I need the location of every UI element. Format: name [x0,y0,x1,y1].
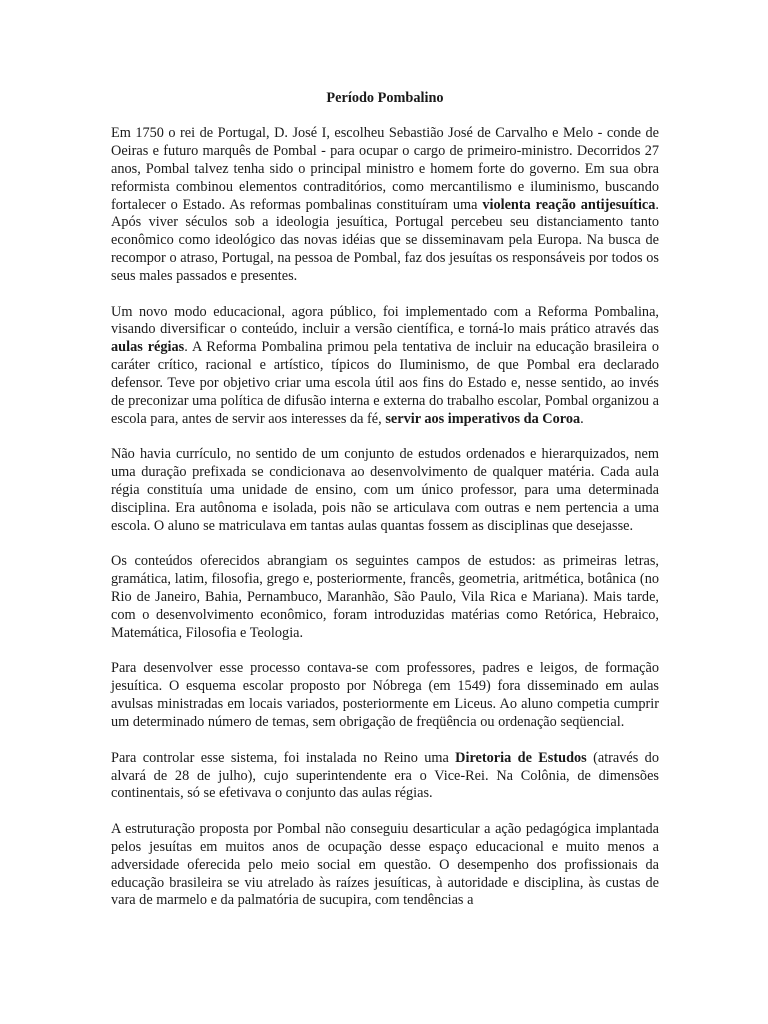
document-page [111,90,659,928]
bold-phrase: aulas régias [111,339,185,356]
paragraph-6 [111,750,659,804]
paragraph-text: . A Reforma Pombalina primou pela tentativa de incluir na educação brasileira o caráter crítico, racional e artístico, típicos do Iluminismo, de que Pombal era declarado defensor. Teve por objetivo criar uma escola útil aos fins do Estado e, nesse sentido, ao invés de preconizar uma política de difusão interna e externa do trabalho escolar, Pombal organizou a escola para, antes de servir aos interesses da fé, [111,339,659,427]
paragraph-text: Não havia currículo, no sentido de um conjunto de estudos ordenados e hierarquizados, nem uma duração prefixada se condicionava ao desenvolvimento de qualquer matéria. Cada aula régia constituía uma unidade de ensino, com um único professor, para uma determinada disciplina. Era autônoma e isolada, pois não se articulava com outras e nem pertencia a uma escola. O aluno se matriculava em tantas aulas quantas fossem as disciplinas que desejasse. [111,446,659,535]
paragraph-5 [111,660,659,732]
paragraph-text: Em 1750 o rei de Portugal, D. José I, escolheu Sebastião José de Carvalho e Melo - conde de Oeiras e futuro marquês de Pombal - para ocupar o cargo de primeiro-ministro. Decorridos 27 anos, Pombal talvez tenha sido o principal ministro e homem forte do governo. Em sua obra reformista combinou elementos contraditórios, como mercantilismo e iluminismo, buscando fortalecer o Estado. As reformas pombalinas constituíram uma [111,124,659,213]
paragraph-4 [111,553,659,643]
bold-phrase: violenta reação antijesuítica [482,196,656,213]
paragraph-text: (através do alvará de 28 de julho), cujo superintendente era o Vice-Rei. Na Colônia, de dimensões continentais, só se efetivava o conjunto das aulas régias. [111,749,659,802]
paragraph-3 [111,446,659,536]
paragraph-text: Para desenvolver esse processo contava-se com professores, padres e leigos, de formação jesuítica. O esquema escolar proposto por Nóbrega (em 1549) fora disseminado em aulas avulsas ministradas em locais variados, posteriormente em Liceus. Ao aluno competia cumprir um determinado número de temas, sem obrigação de freqüência ou ordenação seqüencial. [111,660,659,731]
document-title: Período Pombalino [326,90,444,106]
paragraph-text: . Após viver séculos sob a ideologia jesuítica, Portugal percebeu seu distanciamento tanto econômico como ideológico das novas idéias que se disseminavam pela Europa. Na busca de recompor o atraso, Portugal, na pessoa de Pombal, faz dos jesuítas os responsáveis por todos os seus males passados e presentes. [111,196,659,285]
paragraph-7 [111,821,659,911]
paragraph-text: A estruturação proposta por Pombal não conseguiu desarticular a ação pedagógica implantada pelos jesuítas em muitos anos de ocupação desse espaço educacional e muito menos a adversidade oferecida pelo meio social em questão. O desempenho dos profissionais da educação brasileira se viu atrelado às raízes jesuíticas, à autoridade e disciplina, às custas de vara de marmelo e da palmatória de sucupira, com tendências a [111,820,659,909]
paragraph-text: Para controlar esse sistema, foi instalada no Reino uma [111,749,456,766]
paragraph-2 [111,304,659,429]
bold-phrase: Diretoria de Estudos [455,749,587,766]
paragraph-text: . [580,411,584,427]
paragraph-1 [111,125,659,286]
paragraph-text: Um novo modo educacional, agora público, foi implementado com a Reforma Pombalina, visando diversificar o conteúdo, incluir a versão científica, e torná-lo mais prático através das [111,303,659,338]
bold-phrase: servir aos imperativos da Coroa [385,411,581,427]
paragraph-text: Os conteúdos oferecidos abrangiam os seguintes campos de estudos: as primeiras letras, gramática, latim, filosofia, grego e, posteriormente, francês, geometria, aritmética, botânica (no Rio de Janeiro, Bahia, Pernambuco, Maranhão, São Paulo, Vila Rica e Mariana). Mais tarde, com o desenvolvimento econômico, foram introduzidas matérias como Retórica, Hebraico, Matemática, Filosofia e Teologia. [111,553,659,642]
